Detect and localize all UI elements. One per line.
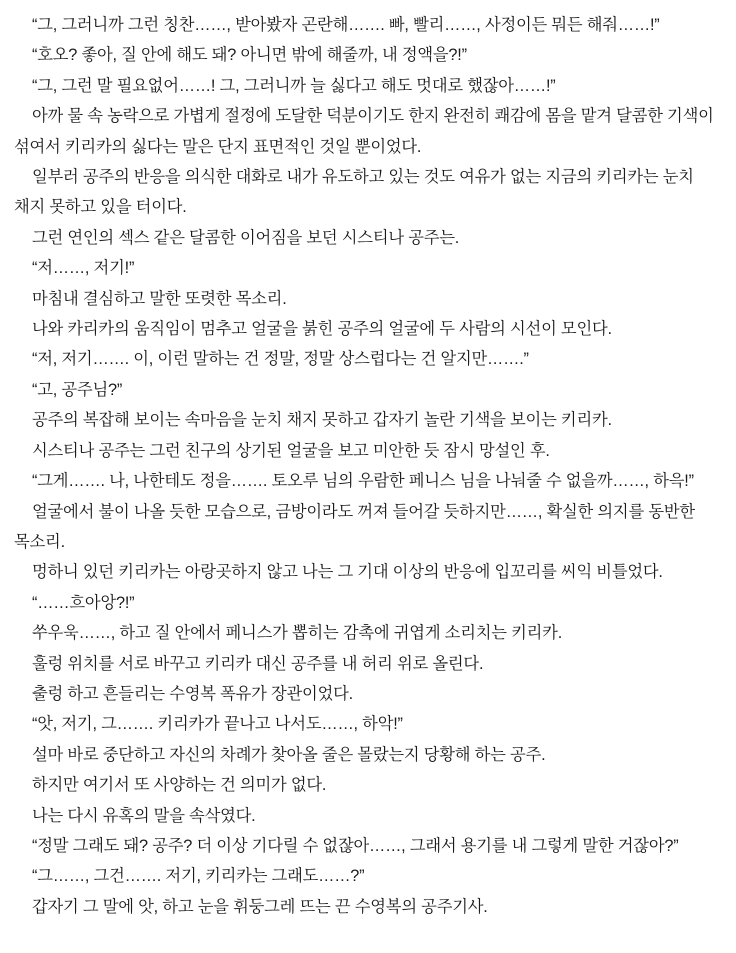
paragraph: 얼굴에서 불이 나올 듯한 모습으로, 금방이라도 꺼져 들어갈 듯하지만……, 확실한 의지를 동반한 목소리. xyxy=(14,502,695,551)
paragraph: 시스티나 공주는 그런 친구의 상기된 얼굴을 보고 미안한 듯 잠시 망설인 후. xyxy=(32,441,550,460)
paragraph: “정말 그래도 돼? 공주? 더 이상 기다릴 수 없잖아……, 그래서 용기를 내 그렇게 말한 거잖아?” xyxy=(32,836,679,855)
paragraph: 쑤우욱……, 하고 질 안에서 페니스가 뽑히는 감촉에 귀엽게 소리치는 키리카. xyxy=(32,624,563,643)
paragraph: 설마 바로 중단하고 자신의 차례가 찾아올 줄은 몰랐는지 당황해 하는 공주. xyxy=(32,745,546,764)
paragraph: “그, 그런 말 필요없어……! 그, 그러니까 늘 싫다고 해도 멋대로 했잖아……!” xyxy=(32,76,556,95)
paragraph: “고, 공주님?” xyxy=(32,380,123,399)
paragraph: 갑자기 그 말에 앗, 하고 눈을 휘둥그레 뜨는 끈 수영복의 공주기사. xyxy=(32,897,488,916)
paragraph: 일부러 공주의 반응을 의식한 대화로 내가 유도하고 있는 것도 여유가 없는 지금의 키리카는 눈치 채지 못하고 있을 터이다. xyxy=(14,168,694,217)
paragraph: “앗, 저기, 그……. 키리카가 끝나고 나서도……, 하악!” xyxy=(32,715,403,734)
paragraph: “저……, 저기!” xyxy=(32,259,135,278)
paragraph: 출렁 하고 흔들리는 수영복 폭유가 장관이었다. xyxy=(32,684,353,703)
paragraph: 공주의 복잡해 보이는 속마음을 눈치 채지 못하고 갑자기 놀란 기색을 보이는 키리카. xyxy=(32,411,612,430)
paragraph: 하지만 여기서 또 사양하는 건 의미가 없다. xyxy=(32,776,327,795)
paragraph: “호오? 좋아, 질 안에 해도 돼? 아니면 밖에 해줄까, 내 정액을?!” xyxy=(32,46,467,65)
paragraph: 멍하니 있던 키리카는 아랑곳하지 않고 나는 그 기대 이상의 반응에 입꼬리를 씨익 비틀었다. xyxy=(32,563,663,582)
document-body xyxy=(14,10,722,922)
paragraph: “그, 그러니까 그런 칭찬……, 받아봤자 곤란해……. 빠, 빨리……, 사정이든 뭐든 해줘……!” xyxy=(32,16,660,34)
paragraph: “……흐아앙?!” xyxy=(32,593,135,612)
paragraph: 나와 카리카의 움직임이 멈추고 얼굴을 붉힌 공주의 얼굴에 두 사람의 시선이 모인다. xyxy=(32,320,612,339)
paragraph: “저, 저기……. 이, 이런 말하는 건 정말, 정말 상스럽다는 건 알지만…….” xyxy=(32,350,529,369)
paragraph: 마침내 결심하고 말한 또렷한 목소리. xyxy=(32,289,287,308)
paragraph: 훌렁 위치를 서로 바꾸고 키리카 대신 공주를 내 허리 위로 올린다. xyxy=(32,654,484,673)
paragraph: “그……, 그건……. 저기, 키리카는 그래도……?” xyxy=(32,867,365,886)
paragraph: 나는 다시 유혹의 말을 속삭였다. xyxy=(32,806,256,825)
paragraph: “그게……. 나, 나한테도 정을……. 토오루 님의 우람한 페니스 님을 나눠줄 수 없을까……, 하윽!” xyxy=(32,472,694,491)
paragraph: 그런 연인의 섹스 같은 달콤한 이어짐을 보던 시스티나 공주는. xyxy=(32,228,460,247)
paragraph: 아까 물 속 농락으로 가볍게 절정에 도달한 덕분이기도 한지 완전히 쾌감에 몸을 맡겨 달콤한 기색이 섞여서 키리카의 싫다는 말은 단지 표면적인 것일 뿐이었다. xyxy=(14,107,714,156)
